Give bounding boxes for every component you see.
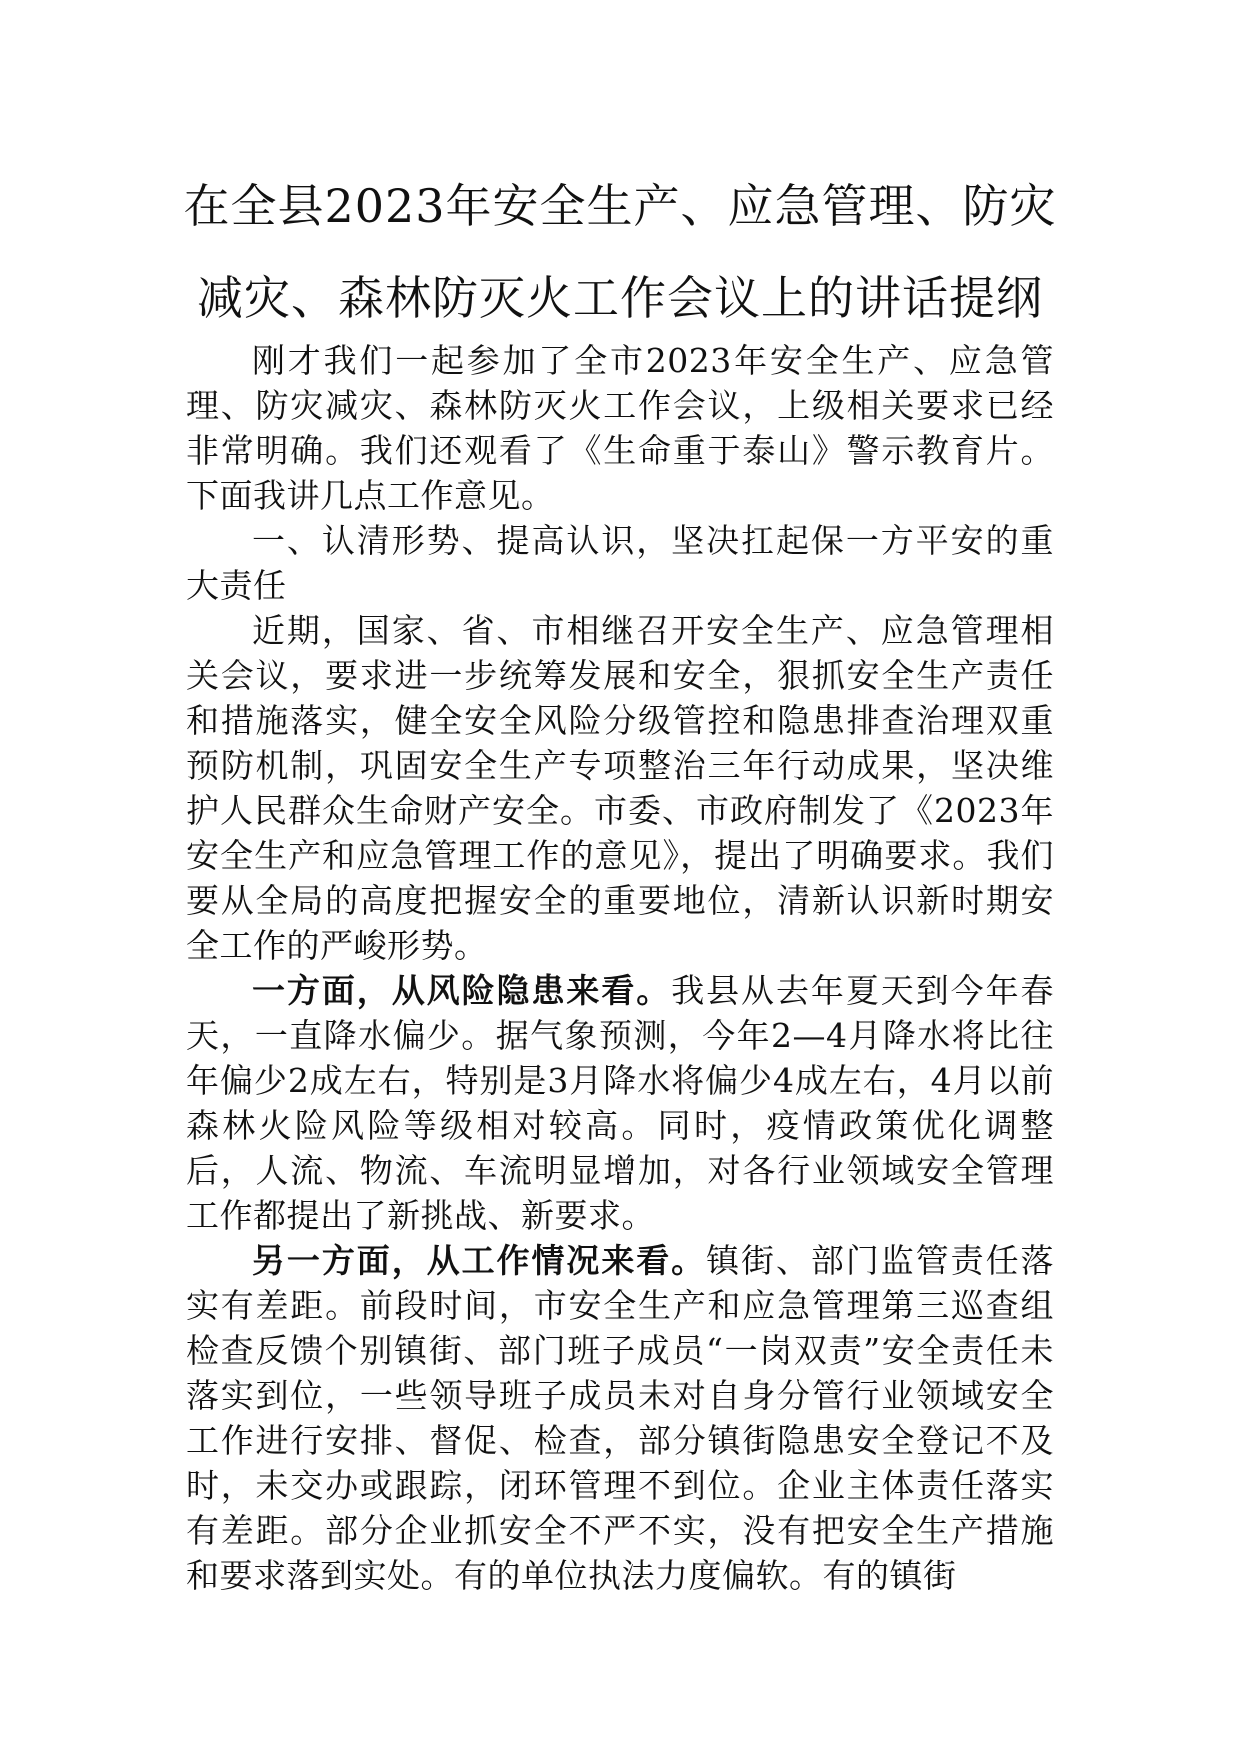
paragraph-intro: 刚才我们一起参加了全市2023年安全生产、应急管理、防灾减灾、森林防灭火工作会议，上级相关要求已经非常明确。我们还观看了《生命重于泰山》警示教育片。下面我讲几点工作意见。 bbox=[186, 341, 1054, 515]
paragraph-work bbox=[186, 1238, 1054, 1598]
paragraph-work-text: 镇街、部门监管责任落实有差距。前段时间，市安全生产和应急管理第三巡查组检查反馈个别镇街、部门班子成员“一岗双责”安全责任未落实到位，一些领导班子成员未对自身分管行业领域安全工作进行安排、督促、检查，部分镇街隐患安全登记不及时，未交办或跟踪，闭环管理不到位。企业主体责任落实有差距。部分企业抓安全不严不实，没有把安全生产措施和要求落到实处。有的单位执法力度偏软。有的镇街 bbox=[186, 1241, 1055, 1595]
document-title bbox=[150, 160, 1090, 344]
paragraph-risk-text: 我县从去年夏天到今年春天，一直降水偏少。据气象预测，今年2—4月降水将比往年偏少2成左右，特别是3月降水将偏少4成左右，4月以前森林火险风险等级相对较高。同时，疫情政策优化调整后，人流、物流、车流明显增加，对各行业领域安全管理工作都提出了新挑战、新要求。 bbox=[186, 971, 1055, 1235]
section-heading-1: 一、认清形势、提高认识，坚决扛起保一方平安的重大责任 bbox=[186, 521, 1054, 605]
title-line-2: 减灾、森林防灭火工作会议上的讲话提纲 bbox=[197, 271, 1043, 325]
paragraph-risk bbox=[186, 968, 1054, 1238]
paragraph-risk-lead: 一方面，从风险隐患来看。 bbox=[252, 971, 672, 1010]
paragraph-work-lead: 另一方面，从工作情况来看。 bbox=[252, 1241, 707, 1280]
document-body bbox=[186, 338, 1054, 1598]
title-line-1: 在全县2023年安全生产、应急管理、防灾 bbox=[183, 179, 1057, 233]
paragraph-situation: 近期，国家、省、市相继召开安全生产、应急管理相关会议，要求进一步统筹发展和安全，狠抓安全生产责任和措施落实，健全安全风险分级管控和隐患排查治理双重预防机制，巩固安全生产专项整治三年行动成果，坚决维护人民群众生命财产安全。市委、市政府制发了《2023年安全生产和应急管理工作的意见》，提出了明确要求。我们要从全局的高度把握安全的重要地位，清新认识新时期安全工作的严峻形势。 bbox=[186, 611, 1054, 965]
